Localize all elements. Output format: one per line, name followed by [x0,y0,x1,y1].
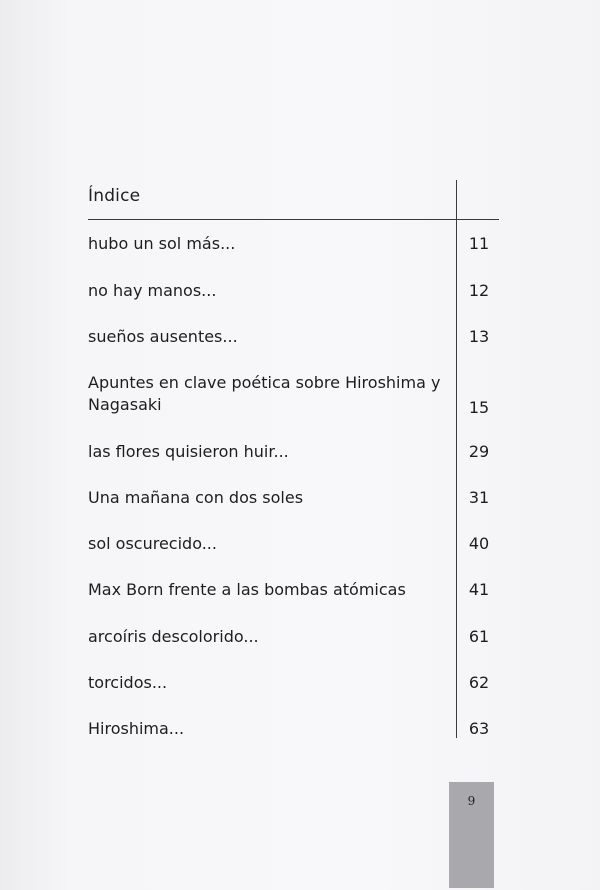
toc-entry-title: las flores quisieron huir... [88,442,289,461]
toc-entry-page: 62 [468,673,490,692]
toc-entry-page: 29 [468,442,490,461]
toc-entry-title: arcoíris descolorido... [88,627,259,646]
toc-entry-page: 40 [468,534,490,553]
toc-entry-page: 11 [468,234,490,253]
toc-entry-page: 63 [468,719,490,738]
page-number: 9 [467,794,476,808]
toc-entry-title: sueños ausentes... [88,327,238,346]
toc-entry-page: 61 [468,627,490,646]
title-underline [88,219,499,220]
toc-entry-page: 41 [468,580,490,599]
toc-entry-page: 13 [468,327,490,346]
toc-entry-title: Apuntes en clave poética sobre Hiroshima y Nagasaki [88,373,441,414]
toc-entry-title: hubo un sol más... [88,234,236,253]
toc-entry-page: 31 [468,488,490,507]
toc-entry-page: 15 [468,398,490,417]
page-number-column-rule [456,180,457,738]
toc-entry-title: Una mañana con dos soles [88,488,304,507]
toc-entry-title: Hiroshima... [88,719,185,738]
toc-entry-title: sol oscurecido... [88,534,217,553]
folio-tab [449,782,494,888]
toc-entry-title: torcidos... [88,673,168,692]
toc-title: Índice [88,186,141,206]
toc-entry-title: Max Born frente a las bombas atómicas [88,580,406,599]
toc-entry-title: no hay manos... [88,281,217,300]
toc-entry-page: 12 [468,281,490,300]
